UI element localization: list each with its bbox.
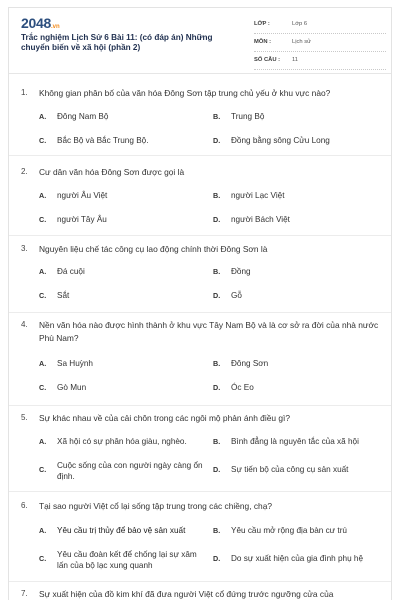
- meta-row-class: [254, 16, 386, 34]
- question-4: [9, 313, 392, 406]
- meta-row-count: [254, 52, 386, 70]
- option-label: B.: [213, 526, 221, 535]
- option-label: D.: [213, 291, 221, 300]
- option-label: D.: [213, 215, 221, 224]
- option-text: Sắt: [57, 291, 70, 300]
- option-text: Bình đẳng là nguyên tắc của xã hội: [231, 437, 359, 446]
- option-label: B.: [213, 437, 221, 446]
- option-text: người Tây Âu: [57, 215, 107, 224]
- option-text: Gỗ: [231, 291, 242, 300]
- question-text: Tại sao người Việt cổ lại sống tập trung trong các chiềng, chạ?: [39, 501, 273, 511]
- option-label: D.: [213, 465, 221, 474]
- option-label: B.: [213, 359, 221, 368]
- option-text: Gò Mun: [57, 383, 87, 392]
- meta-row-subject: [254, 34, 386, 52]
- question-number: 5.: [21, 413, 28, 422]
- question-text: Sự xuất hiện của đồ kim khí đã đưa người Việt cổ đứng trước ngưỡng cửa của: [39, 589, 334, 599]
- page-title: Trắc nghiệm Lịch Sử 6 Bài 11: (có đáp án) Những chuyển biến về xã hội (phần 2): [21, 33, 213, 53]
- meta-key: SỐ CÂU :: [254, 57, 281, 63]
- logo-number: 2048: [21, 15, 51, 31]
- option-label: C.: [39, 554, 47, 563]
- question-number: 2.: [21, 167, 28, 176]
- meta-key: LỚP :: [254, 21, 270, 27]
- question-number: 4.: [21, 320, 28, 329]
- option-text: Do sự xuất hiện của gia đình phụ hệ: [231, 554, 364, 563]
- option-text: người Âu Việt: [57, 191, 108, 200]
- option-text: Đông Nam Bộ: [57, 112, 109, 121]
- meta-key: MÔN :: [254, 39, 272, 45]
- option-text: Đồng bằng sông Cửu Long: [231, 136, 330, 145]
- question-text: Cư dân văn hóa Đông Sơn được gọi là: [39, 167, 185, 177]
- option-label: C.: [39, 136, 47, 145]
- option-label: D.: [213, 383, 221, 392]
- question-text: Không gian phân bố của văn hóa Đông Sơn tập trung chủ yếu ở khu vực nào?: [39, 88, 331, 98]
- question-text: Nguyên liệu chế tác công cụ lao động chính thời Đông Sơn là: [39, 244, 268, 254]
- question-number: 3.: [21, 244, 28, 253]
- option-label: B.: [213, 191, 221, 200]
- option-label: D.: [213, 554, 221, 563]
- option-label: A.: [39, 267, 47, 276]
- question-text: Sự khác nhau về của cải chôn trong các ngôi mộ phản ánh điều gì?: [39, 413, 290, 423]
- meta-value: Lịch sử: [292, 39, 312, 45]
- question-number: 1.: [21, 88, 28, 97]
- option-text: Sự tiến bộ của công cụ sản xuất: [231, 465, 349, 474]
- question-number: 6.: [21, 501, 28, 510]
- option-text: Cuộc sống của con người ngày càng ổn định.: [57, 461, 203, 481]
- option-text: Đá cuội: [57, 267, 85, 276]
- option-text: Xã hội có sự phân hóa giàu, nghèo.: [57, 437, 187, 446]
- option-text: Trung Bộ: [231, 112, 265, 121]
- question-number: 7.: [21, 589, 28, 598]
- option-text: Bắc Bộ và Bắc Trung Bộ.: [57, 136, 149, 145]
- option-label: C.: [39, 291, 47, 300]
- option-text: Yêu cầu đoàn kết để chống lại sự xâm lấn của bộ lạc xung quanh: [57, 550, 197, 570]
- page-header: [9, 8, 391, 74]
- option-label: A.: [39, 191, 47, 200]
- question-text: Nền văn hóa nào được hình thành ở khu vực Tây Nam Bộ và là cơ sở ra đời của nhà nước Phù Nam?: [39, 320, 379, 343]
- option-text: Yêu cầu trị thủy để bảo vệ sản xuất: [57, 526, 186, 535]
- question-7: [9, 582, 392, 600]
- option-label: C.: [39, 465, 47, 474]
- option-text: người Lạc Việt: [231, 191, 285, 200]
- question-5: [9, 406, 392, 492]
- option-label: A.: [39, 359, 47, 368]
- question-2: [9, 156, 392, 236]
- site-logo[interactable]: [21, 15, 60, 31]
- option-text: Đông Sơn: [231, 359, 269, 368]
- quiz-page: [8, 7, 392, 600]
- option-label: A.: [39, 112, 47, 121]
- option-text: người Bách Việt: [231, 215, 290, 224]
- option-label: C.: [39, 383, 47, 392]
- option-text: Đồng: [231, 267, 251, 276]
- option-label: A.: [39, 437, 47, 446]
- option-text: Óc Eo: [231, 383, 254, 392]
- option-label: B.: [213, 112, 221, 121]
- option-label: D.: [213, 136, 221, 145]
- option-text: Sa Huỳnh: [57, 359, 93, 368]
- option-text: Yêu cầu mở rộng địa bàn cư trú: [231, 526, 347, 535]
- option-label: C.: [39, 215, 47, 224]
- meta-value: 11: [292, 57, 299, 63]
- question-3: [9, 236, 392, 313]
- question-6: [9, 492, 392, 582]
- meta-value: Lớp 6: [292, 21, 308, 27]
- logo-suffix: .vn: [50, 24, 60, 30]
- question-1: [9, 74, 392, 156]
- option-label: A.: [39, 526, 47, 535]
- meta-table: [254, 16, 386, 70]
- option-label: B.: [213, 267, 221, 276]
